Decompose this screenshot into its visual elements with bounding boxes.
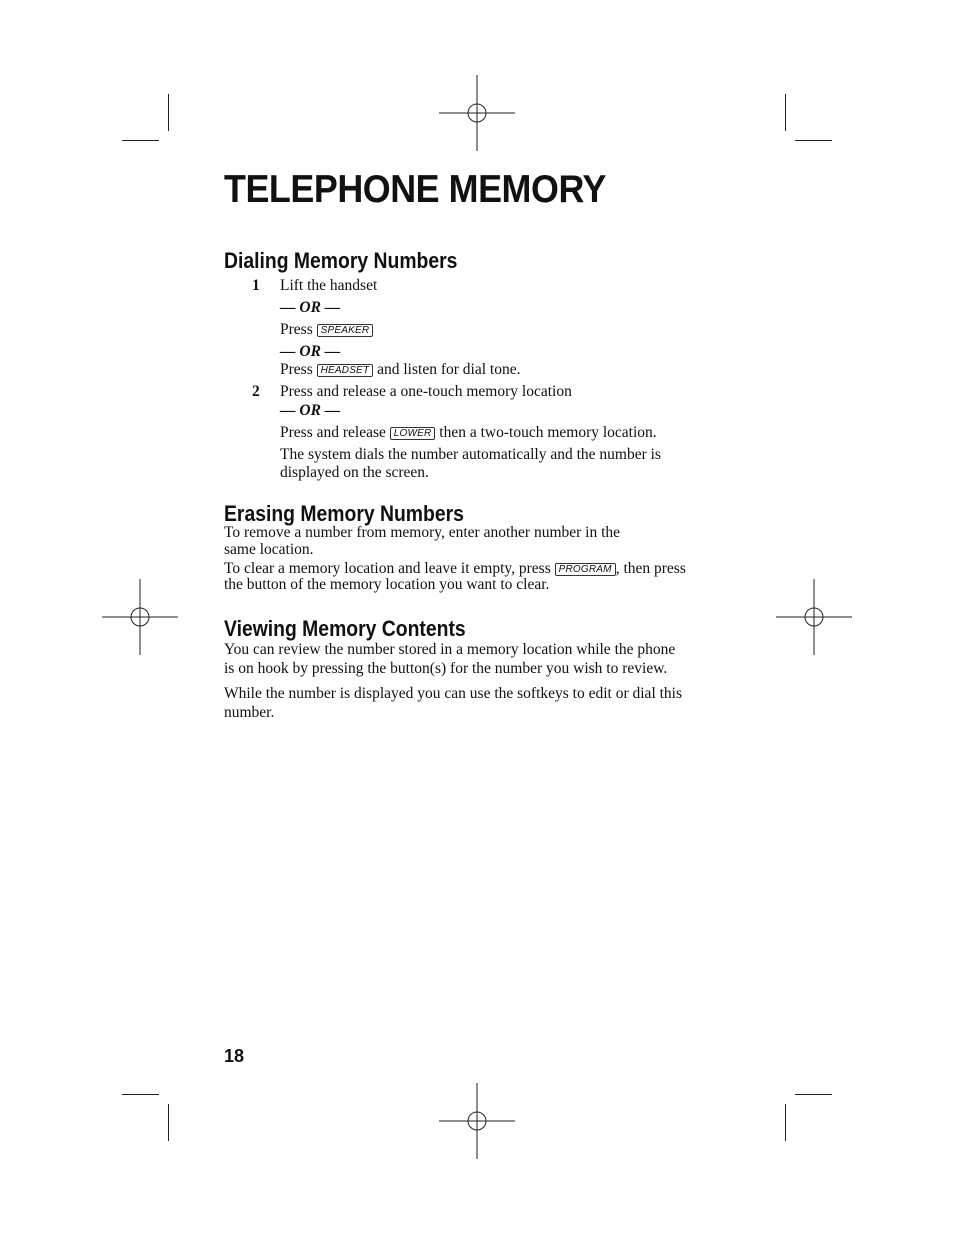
or-separator: — OR — — [280, 343, 341, 360]
instruction-text: Press — [280, 361, 313, 378]
or-separator: — OR — — [280, 299, 341, 316]
crop-mark — [795, 140, 832, 141]
instruction-line — [280, 423, 657, 442]
instruction-text: Press and release — [280, 424, 386, 441]
section-heading-erasing: Erasing Memory Numbers — [224, 501, 464, 526]
body-text: is on hook by pressing the button(s) for the number you wish to review. — [224, 660, 668, 677]
instruction-text: Press — [280, 321, 313, 338]
program-key-icon: PROGRAM — [555, 563, 616, 576]
body-text: the button of the memory location you want to clear. — [224, 576, 550, 593]
crop-mark — [168, 94, 169, 131]
section-heading-dialing: Dialing Memory Numbers — [224, 248, 458, 273]
body-text: same location. — [224, 541, 314, 558]
body-text-segment: To clear a memory location and leave it empty, press — [224, 560, 551, 577]
crop-mark — [122, 140, 159, 141]
registration-mark-icon — [776, 579, 852, 655]
step-number: 2 — [252, 383, 260, 400]
body-text: You can review the number stored in a memory location while the phone — [224, 641, 676, 658]
body-text-segment: , then press — [615, 560, 686, 577]
note-text: displayed on the screen. — [280, 464, 429, 481]
section-heading-viewing: Viewing Memory Contents — [224, 616, 466, 641]
instruction-line — [280, 320, 373, 339]
registration-mark-icon — [102, 579, 178, 655]
or-separator: — OR — — [280, 402, 341, 419]
registration-mark-icon — [439, 1083, 515, 1159]
crop-mark — [795, 1094, 832, 1095]
lower-key-icon: LOWER — [390, 427, 436, 440]
instruction-line — [280, 360, 520, 379]
page-number: 18 — [224, 1046, 245, 1066]
instruction-text: and listen for dial tone. — [377, 361, 521, 378]
crop-mark — [785, 94, 786, 131]
crop-mark — [785, 1104, 786, 1141]
note-text: The system dials the number automatically and the number is — [280, 446, 661, 463]
step-text: Press and release a one-touch memory location — [280, 383, 572, 400]
step-number: 1 — [252, 277, 260, 294]
speaker-key-icon: SPEAKER — [317, 324, 374, 337]
instruction-text: then a two-touch memory location. — [439, 424, 657, 441]
headset-key-icon: HEADSET — [317, 364, 374, 377]
body-text: To remove a number from memory, enter another number in the — [224, 524, 621, 541]
body-text: While the number is displayed you can use the softkeys to edit or dial this — [224, 685, 683, 702]
crop-mark — [122, 1094, 159, 1095]
registration-mark-icon — [439, 75, 515, 151]
crop-mark — [168, 1104, 169, 1141]
page-title: TELEPHONE MEMORY — [224, 168, 607, 211]
body-text: number. — [224, 704, 275, 721]
step-text: Lift the handset — [280, 277, 378, 294]
